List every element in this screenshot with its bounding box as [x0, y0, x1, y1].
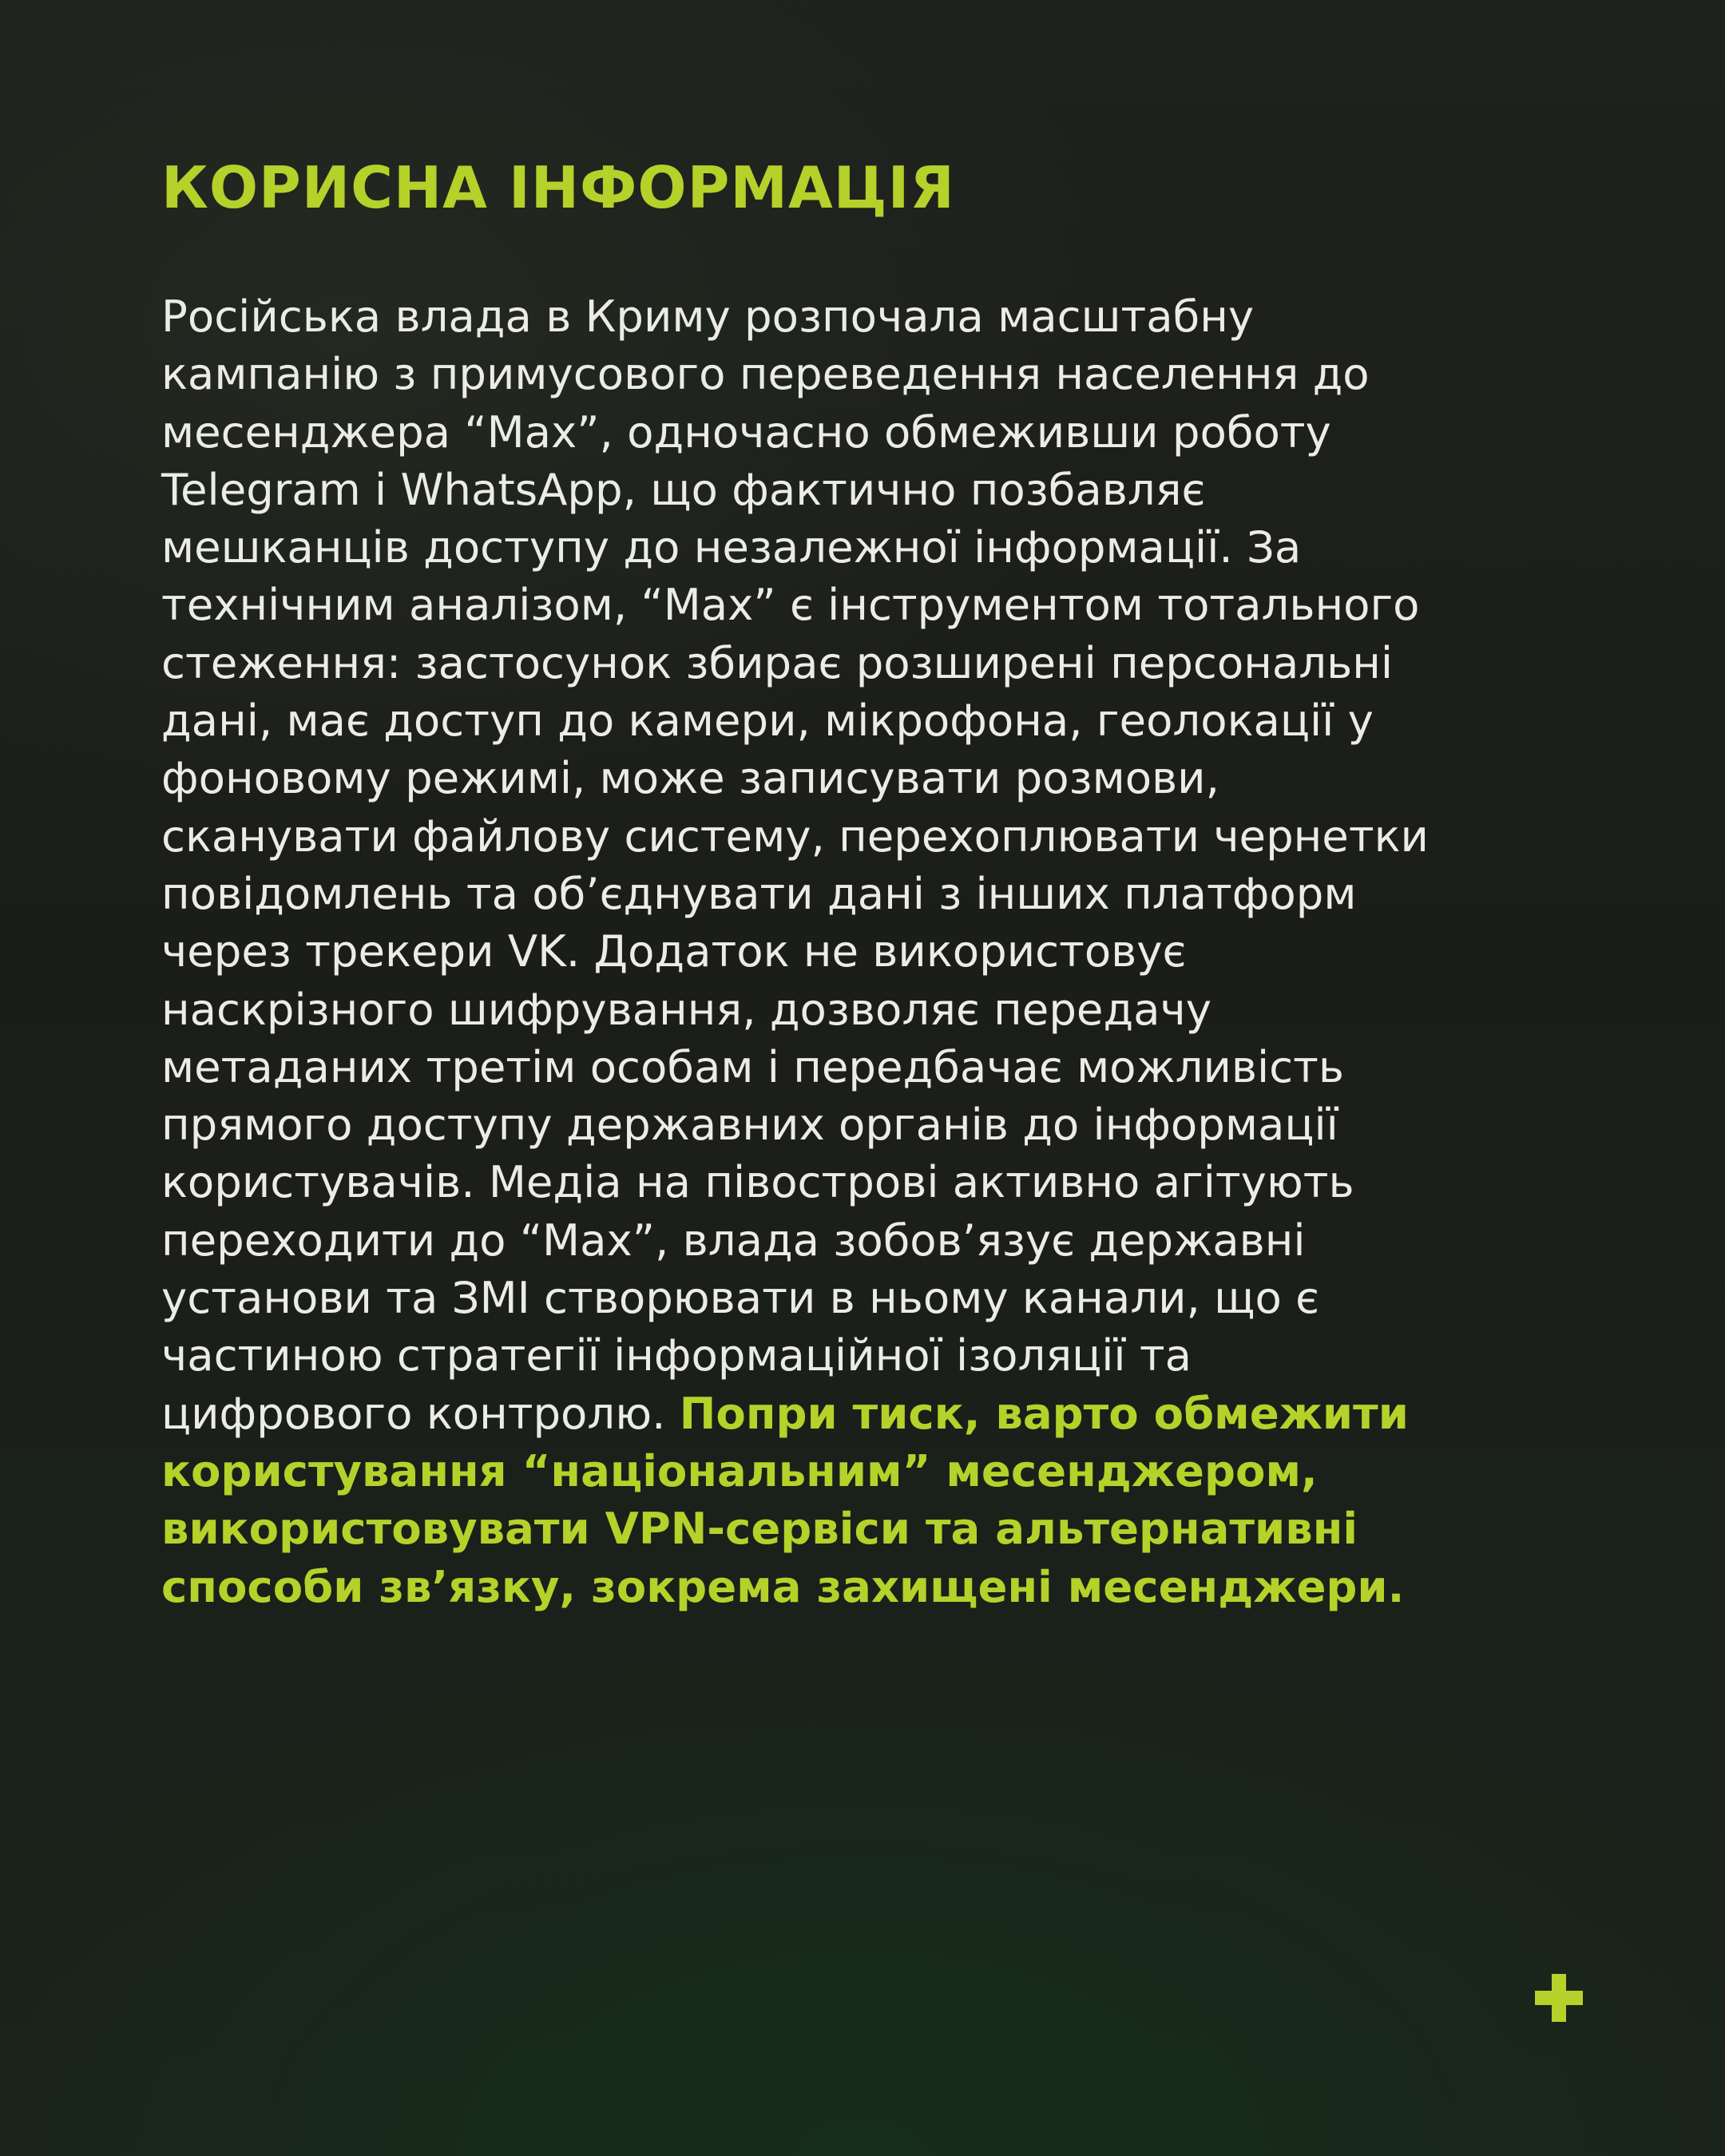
body-line: стеження: застосунок збирає розширені персональні: [161, 636, 1393, 688]
body-line: переходити до “Мах”, влада зобов’язує державні: [161, 1214, 1306, 1266]
body-text-plain: цифрового контролю.: [161, 1387, 680, 1439]
body-line-mixed: [161, 1385, 1567, 1442]
article-body: [161, 287, 1567, 1615]
body-line: повідомлень та об’єднувати дані з інших платформ: [161, 867, 1357, 919]
body-line: фоновому режимі, може записувати розмови,: [161, 752, 1219, 804]
body-line: кампанію з примусового переведення населення до: [161, 348, 1370, 400]
body-line: установи та ЗМІ створювати в ньому канали, що є: [161, 1272, 1320, 1324]
body-line: Російська влада в Криму розпочала масштабну: [161, 291, 1255, 342]
body-line: метаданих третім особам і передбачає можливість: [161, 1040, 1344, 1092]
body-line: користувачів. Медіа на півострові активно агітують: [161, 1156, 1354, 1208]
plus-icon: [1535, 1974, 1583, 2022]
highlight-line: способи зв’язку, зокрема захищені месенджери.: [161, 1560, 1405, 1612]
body-line: через трекери VK. Додаток не використовує: [161, 925, 1187, 977]
body-line: месенджера “Мах”, одночасно обмеживши роботу: [161, 406, 1331, 458]
body-line: прямого доступу державних органів до інформації: [161, 1099, 1338, 1151]
body-line: Telegram і WhatsApp, що фактично позбавляє: [161, 463, 1206, 515]
highlight-line: користування “національним” месенджером,: [161, 1445, 1318, 1496]
body-line: технічним аналізом, “Мах” є інструментом тотального: [161, 579, 1420, 631]
body-line: сканувати файлову систему, перехоплювати чернетки: [161, 810, 1429, 862]
page-title: КОРИСНА ІНФОРМАЦІЯ: [161, 154, 955, 221]
body-line: наскрізного шифрування, дозволяє передачу: [161, 983, 1211, 1035]
body-line: мешканців доступу до незалежної інформації. За: [161, 521, 1302, 573]
highlight-text: Попри тиск, варто обмежити: [679, 1387, 1409, 1439]
body-line: дані, має доступ до камери, мікрофона, геолокації у: [161, 695, 1374, 747]
highlight-line: використовувати VPN-сервіси та альтернативні: [161, 1503, 1358, 1555]
body-line: частиною стратегії інформаційної ізоляції та: [161, 1330, 1192, 1381]
